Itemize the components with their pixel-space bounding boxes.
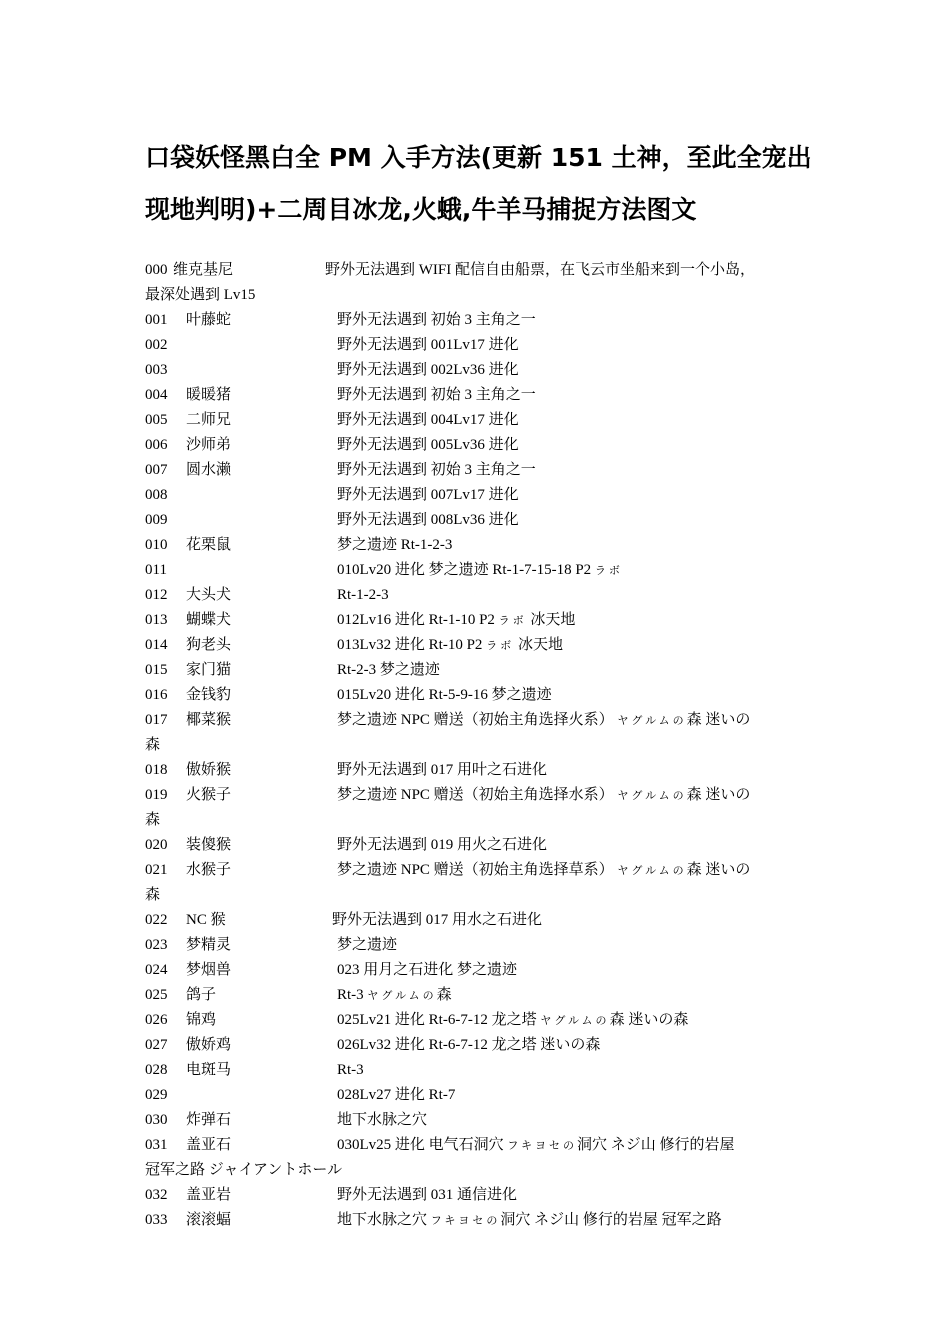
entry-number: 005 [145,412,168,428]
entry-method-tail: 森 迷いの森 [609,1012,689,1028]
entry-number: 024 [145,962,168,978]
entry-name: 傲娇鸡 [186,1037,232,1053]
entry-name: 大头犬 [186,587,232,603]
list-item [145,1183,815,1208]
entry-kana: フキヨセの [507,1140,577,1152]
entry-kana: ラボ [498,615,527,627]
entry-name: 维克基尼 [173,262,234,278]
entry-method: 野外无法遇到 031 通信进化 [337,1187,518,1203]
entry-number: 031 [145,1137,168,1153]
entry-number: 016 [145,687,168,703]
entry-number: 002 [145,337,168,353]
entry-name: 鸽子 [186,987,217,1003]
list-item [145,1208,815,1233]
list-item [145,858,815,908]
entry-method-continued: 最深处遇到 Lv15 [145,287,256,303]
entry-method: 野外无法遇到 004Lv17 进化 [337,412,519,428]
entry-name: 沙师弟 [186,437,232,453]
entry-name: 叶藤蛇 [186,312,232,328]
entry-method-text: 010Lv20 进化 梦之遗迹 Rt-1-7-15-18 P2 [337,562,592,578]
list-item [145,558,815,583]
entry-method: 野外无法遇到 017 用叶之石进化 [337,762,548,778]
entry-number: 019 [145,787,168,803]
entry-method: 野外无法遇到 002Lv36 进化 [337,362,519,378]
list-item [145,708,815,758]
list-item [145,308,815,333]
entry-number: 009 [145,512,168,528]
list-item [145,608,815,633]
entry-method [337,708,750,734]
entry-name: 炸弹石 [186,1112,232,1128]
entry-number: 001 [145,312,168,328]
entry-method-continued: 森 [145,887,161,903]
entry-name: 狗老头 [186,637,232,653]
list-item [145,533,815,558]
list-item [145,408,815,433]
list-item [145,433,815,458]
entry-number: 022 [145,912,168,928]
entry-kana: ラボ [486,640,515,652]
entry-method: Rt-3 [337,1062,364,1078]
entry-number: 014 [145,637,168,653]
list-item [145,1083,815,1108]
entry-number: 004 [145,387,168,403]
entry-number: 030 [145,1112,168,1128]
list-item [145,508,815,533]
document-title: 口袋妖怪黑白全 PM 入手方法(更新 151 土神，至此全宠出现地判明)+二周目冰龙,火蛾,牛羊马捕捉方法图文 [145,143,812,224]
entry-method [337,983,452,1009]
entry-method: 026Lv32 进化 Rt-6-7-12 龙之塔 迷いの森 [337,1037,601,1053]
entry-number: 026 [145,1012,168,1028]
entry-number: 010 [145,537,168,553]
pokemon-list [145,258,815,1233]
list-item [145,383,815,408]
entry-number: 029 [145,1087,168,1103]
list-item [145,658,815,683]
entry-method [337,1208,722,1234]
entry-method: Rt-2-3 梦之遗迹 [337,662,440,678]
entry-method: 野外无法遇到 001Lv17 进化 [337,337,519,353]
entry-method-continued: 冠军之路 ジャイアントホール [145,1162,343,1178]
entry-method-text: 012Lv16 进化 Rt-1-10 P2 [337,612,495,628]
list-item [145,958,815,983]
entry-method-tail: 森 迷いの [686,712,751,728]
list-item [145,333,815,358]
entry-method: 梦之遗迹 [337,937,398,953]
entry-kana: ヤグルムの [617,790,687,802]
list-item [145,583,815,608]
entry-name: 电斑马 [186,1062,232,1078]
entry-method: 野外无法遇到 019 用火之石进化 [337,837,548,853]
entry-method [337,608,575,634]
list-item [145,483,815,508]
entry-kana: ヤグルムの [540,1015,610,1027]
entry-method-tail: 森 [436,987,452,1003]
entry-method-tail: 森 迷いの [686,862,751,878]
entry-method: 地下水脉之穴 [337,1112,428,1128]
entry-method: 野外无法遇到 初始 3 主角之一 [337,462,536,478]
entry-number: 013 [145,612,168,628]
entry-number: 000 [145,262,168,278]
entry-method-continued: 森 [145,812,161,828]
entry-name: 二师兄 [186,412,232,428]
entry-method-text: 030Lv25 进化 电气石洞穴 [337,1137,504,1153]
entry-method: 野外无法遇到 初始 3 主角之一 [337,387,536,403]
entry-name: 金钱豹 [186,687,232,703]
entry-name: 火猴子 [186,787,232,803]
entry-method: 野外无法遇到 017 用水之石进化 [332,912,543,928]
entry-kana: ヤグルムの [617,715,687,727]
entry-method: 梦之遗迹 Rt-1-2-3 [337,537,453,553]
entry-method-tail: 冰天地 [514,637,563,653]
entry-name: NC 猴 [186,912,226,928]
entry-name: 暖暖猪 [186,387,232,403]
entry-method-tail: 洞穴 ネジ山 修行的岩屋 冠军之路 [500,1212,722,1228]
list-item [145,1033,815,1058]
entry-name: 梦烟兽 [186,962,232,978]
entry-kana: ヤグルムの [617,865,687,877]
list-item [145,758,815,783]
list-item [145,833,815,858]
entry-name: 花栗鼠 [186,537,232,553]
entry-method [337,858,750,884]
entry-number: 003 [145,362,168,378]
entry-number: 018 [145,762,168,778]
entry-number: 020 [145,837,168,853]
entry-method-tail: 冰天地 [526,612,576,628]
entry-method: 028Lv27 进化 Rt-7 [337,1087,456,1103]
entry-number: 017 [145,712,168,728]
entry-number: 015 [145,662,168,678]
entry-name: 滚滚蝠 [186,1212,232,1228]
entry-method-text: Rt-3 [337,987,364,1003]
list-item [145,1058,815,1083]
entry-method-text: 梦之遗迹 NPC 赠送（初始主角选择水系） [337,787,614,803]
entry-method: 野外无法遇到 007Lv17 进化 [337,487,519,503]
entry-method [337,1133,735,1159]
entry-number: 021 [145,862,168,878]
entry-method: 野外无法遇到 初始 3 主角之一 [337,312,536,328]
entry-method: Rt-1-2-3 [337,587,389,603]
entry-number: 032 [145,1187,168,1203]
entry-number: 023 [145,937,168,953]
entry-method [337,558,623,584]
entry-number: 008 [145,487,168,503]
list-item [145,633,815,658]
entry-method: 015Lv20 进化 Rt-5-9-16 梦之遗迹 [337,687,552,703]
entry-name: 盖亚岩 [186,1187,232,1203]
entry-kana: フキヨセの [430,1215,501,1227]
entry-number: 007 [145,462,168,478]
list-item [145,908,815,933]
list-item [145,458,815,483]
entry-name: 家门猫 [186,662,232,678]
list-item [145,358,815,383]
entry-number: 027 [145,1037,168,1053]
entry-name: 梦精灵 [186,937,232,953]
entry-name: 圆水濑 [186,462,232,478]
entry-number: 033 [145,1212,168,1228]
entry-kana: ラボ [594,565,623,577]
entry-number: 025 [145,987,168,1003]
entry-number: 012 [145,587,168,603]
entry-name: 椰菜猴 [186,712,232,728]
list-item [145,258,815,308]
entry-method-text: 梦之遗迹 NPC 赠送（初始主角选择火系） [337,712,614,728]
list-item [145,683,815,708]
entry-method-text: 梦之遗迹 NPC 赠送（初始主角选择草系） [337,862,614,878]
entry-name: 锦鸡 [186,1012,217,1028]
entry-method-text: 013Lv32 进化 Rt-10 P2 [337,637,483,653]
list-item [145,933,815,958]
entry-number: 028 [145,1062,168,1078]
entry-name: 傲娇猴 [186,762,232,778]
entry-method-text: 025Lv21 进化 Rt-6-7-12 龙之塔 [337,1012,537,1028]
entry-method-text: 地下水脉之穴 [337,1212,428,1228]
list-item [145,783,815,833]
entry-method [337,633,563,659]
entry-kana: ヤグルムの [367,990,437,1002]
entry-name: 蝴蝶犬 [186,612,232,628]
entry-number: 006 [145,437,168,453]
entry-method: 野外无法遇到 WIFI 配信自由船票，在飞云市坐船来到一个小岛， [325,262,755,278]
entry-method-tail: 森 迷いの [686,787,751,803]
entry-method [337,783,750,809]
list-item [145,983,815,1008]
entry-method-continued: 森 [145,737,161,753]
entry-method: 野外无法遇到 008Lv36 进化 [337,512,519,528]
entry-method: 023 用月之石进化 梦之遗迹 [337,962,518,978]
entry-method [337,1008,688,1034]
entry-number: 011 [145,562,167,578]
entry-name: 盖亚石 [186,1137,232,1153]
entry-name: 水猴子 [186,862,232,878]
entry-method: 野外无法遇到 005Lv36 进化 [337,437,519,453]
list-item [145,1133,815,1183]
entry-name: 装傻猴 [186,837,232,853]
entry-method-tail: 洞穴 ネジ山 修行的岩屋 [576,1137,735,1153]
list-item [145,1008,815,1033]
list-item [145,1108,815,1133]
